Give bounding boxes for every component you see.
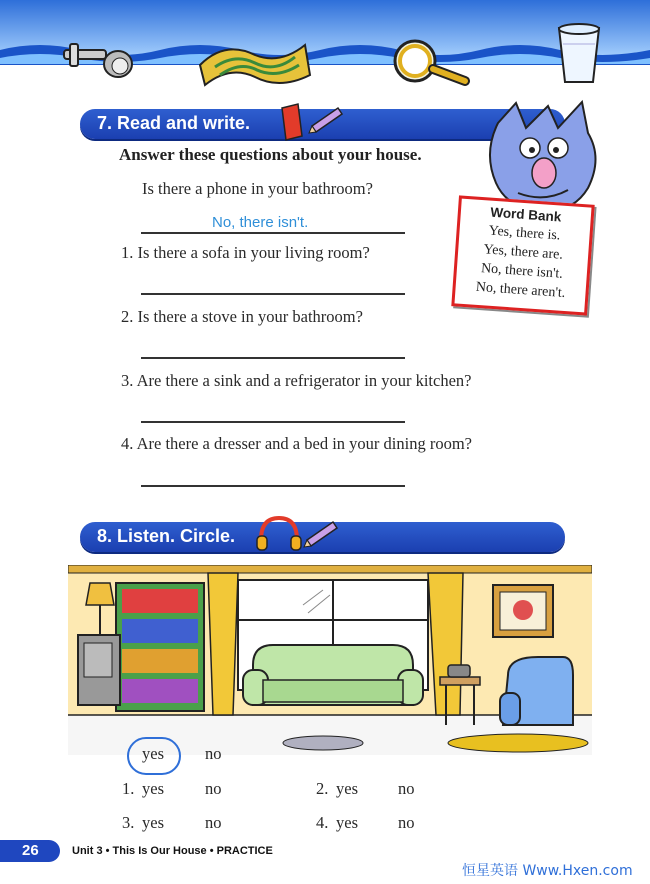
item-4-number: 4. (316, 813, 329, 832)
living-room-illustration (68, 565, 592, 755)
example-answer-line (141, 232, 405, 234)
question-4: 4. Are there a dresser and a bed in your dining room? (121, 434, 472, 453)
question-2: 2. Is there a stove in your bathroom? (121, 307, 363, 326)
section-7-title: 7. Read and write. (97, 113, 251, 133)
magnifying-glass-icon (385, 35, 480, 90)
item-4-no[interactable]: no (398, 813, 415, 832)
item-2-no[interactable]: no (398, 779, 415, 798)
footer-text: Unit 3 • This Is Our House • PRACTICE (72, 845, 273, 857)
word-bank-card (451, 195, 594, 315)
shower-head-icon (62, 40, 137, 85)
towel-icon (195, 35, 315, 90)
answer-line-2[interactable] (141, 357, 405, 359)
answer-line-1[interactable] (141, 293, 405, 295)
item-3-yes[interactable]: yes (142, 813, 164, 832)
word-bank-item: Yes, there are. (483, 242, 564, 263)
example-yes: yes (142, 744, 164, 763)
word-bank-title: Word Bank (489, 204, 562, 225)
book-pencil-icon (278, 102, 348, 142)
item-1-yes[interactable]: yes (142, 779, 164, 798)
example-question: Is there a phone in your bathroom? (142, 179, 373, 198)
item-3-no[interactable]: no (205, 813, 222, 832)
word-bank-item: Yes, there is. (488, 223, 561, 244)
glass-icon (555, 22, 605, 87)
example-no: no (205, 744, 222, 763)
section-7-instruction: Answer these questions about your house. (119, 145, 422, 164)
answer-line-4[interactable] (141, 485, 405, 487)
item-4-yes[interactable]: yes (336, 813, 358, 832)
question-1: 1. Is there a sofa in your living room? (121, 243, 370, 262)
question-3: 3. Are there a sink and a refrigerator in your kitchen? (121, 371, 472, 390)
item-2-yes[interactable]: yes (336, 779, 358, 798)
answer-line-3[interactable] (141, 421, 405, 423)
section-8-title: 8. Listen. Circle. (97, 526, 236, 546)
page-number: 26 (22, 842, 39, 859)
word-bank-item: No, there isn't. (480, 261, 564, 282)
item-1-number: 1. (122, 779, 135, 798)
item-3-number: 3. (122, 813, 135, 832)
item-2-number: 2. (316, 779, 329, 798)
word-bank-item: No, there aren't. (475, 279, 566, 302)
headphones-pencil-icon (255, 514, 340, 556)
watermark-text: 恒星英语 Www.Hxen.com (462, 863, 633, 879)
example-answer: No, there isn't. (212, 214, 309, 231)
item-1-no[interactable]: no (205, 779, 222, 798)
